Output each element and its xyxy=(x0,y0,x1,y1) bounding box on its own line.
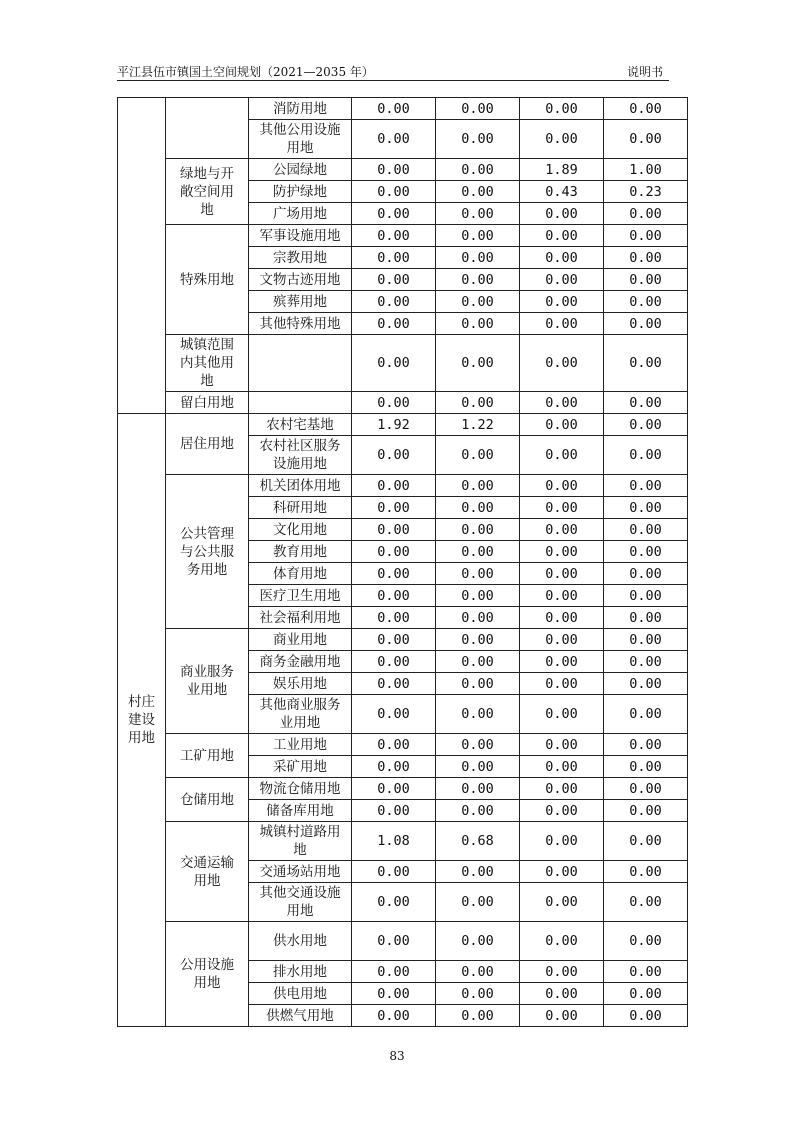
table-row xyxy=(118,475,688,497)
item-cell: 殡葬用地 xyxy=(249,291,352,313)
value-cell: 0.00 xyxy=(352,961,436,983)
item-cell: 科研用地 xyxy=(249,497,352,519)
item-cell: 其他交通设施用地 xyxy=(249,883,352,922)
value-cell: 0.00 xyxy=(352,269,436,291)
value-cell: 0.00 xyxy=(352,392,436,414)
value-cell: 0.00 xyxy=(352,247,436,269)
value-cell: 0.23 xyxy=(604,181,688,203)
value-cell: 0.00 xyxy=(520,673,604,695)
item-cell xyxy=(249,392,352,414)
value-cell: 0.00 xyxy=(520,98,604,120)
page-number: 83 xyxy=(389,1049,405,1063)
table-row xyxy=(118,629,688,651)
value-cell: 0.00 xyxy=(520,734,604,756)
table-row xyxy=(118,159,688,181)
value-cell: 0.00 xyxy=(352,335,436,392)
value-cell: 0.00 xyxy=(436,203,520,225)
value-cell: 0.00 xyxy=(352,922,436,961)
value-cell: 0.00 xyxy=(352,159,436,181)
subcategory-cell: 留白用地 xyxy=(166,392,249,414)
value-cell: 0.00 xyxy=(604,861,688,883)
item-cell: 文物古迹用地 xyxy=(249,269,352,291)
value-cell: 0.00 xyxy=(520,651,604,673)
value-cell: 0.00 xyxy=(352,98,436,120)
subcategory-cell: 居住用地 xyxy=(166,414,249,475)
value-cell: 0.00 xyxy=(352,629,436,651)
value-cell: 0.00 xyxy=(604,883,688,922)
value-cell: 0.00 xyxy=(436,159,520,181)
value-cell: 0.00 xyxy=(520,335,604,392)
value-cell: 0.00 xyxy=(436,563,520,585)
value-cell: 0.00 xyxy=(352,778,436,800)
item-cell: 供水用地 xyxy=(249,922,352,961)
value-cell: 0.00 xyxy=(436,497,520,519)
value-cell: 0.00 xyxy=(604,983,688,1005)
value-cell: 0.00 xyxy=(604,497,688,519)
value-cell: 0.00 xyxy=(520,563,604,585)
value-cell: 0.00 xyxy=(436,607,520,629)
item-cell: 采矿用地 xyxy=(249,756,352,778)
table-row xyxy=(118,335,688,392)
item-cell: 社会福利用地 xyxy=(249,607,352,629)
subcategory-cell: 绿地与开敞空间用地 xyxy=(166,159,249,225)
item-cell: 城镇村道路用地 xyxy=(249,822,352,861)
value-cell: 0.00 xyxy=(604,414,688,436)
value-cell: 0.00 xyxy=(520,120,604,159)
subcategory-cell: 特殊用地 xyxy=(166,225,249,335)
item-cell: 供燃气用地 xyxy=(249,1005,352,1027)
value-cell: 0.00 xyxy=(604,225,688,247)
value-cell: 0.00 xyxy=(436,436,520,475)
value-cell: 0.00 xyxy=(352,1005,436,1027)
value-cell: 0.00 xyxy=(604,961,688,983)
subcategory-cell: 交通运输用地 xyxy=(166,822,249,922)
header-title: 平江县伍市镇国土空间规划（2021—2035 年） xyxy=(117,65,374,79)
value-cell: 0.00 xyxy=(436,247,520,269)
value-cell: 0.00 xyxy=(352,541,436,563)
value-cell: 0.00 xyxy=(604,563,688,585)
item-cell: 机关团体用地 xyxy=(249,475,352,497)
value-cell: 0.00 xyxy=(352,497,436,519)
value-cell: 0.00 xyxy=(520,436,604,475)
value-cell: 0.00 xyxy=(436,313,520,335)
table-row xyxy=(118,778,688,800)
value-cell: 0.00 xyxy=(352,756,436,778)
value-cell: 0.00 xyxy=(520,225,604,247)
item-cell: 消防用地 xyxy=(249,98,352,120)
item-cell: 供电用地 xyxy=(249,983,352,1005)
value-cell: 0.00 xyxy=(604,335,688,392)
value-cell: 0.43 xyxy=(520,181,604,203)
value-cell: 0.00 xyxy=(436,961,520,983)
item-cell: 农村宅基地 xyxy=(249,414,352,436)
value-cell: 0.00 xyxy=(520,861,604,883)
value-cell: 1.08 xyxy=(352,822,436,861)
value-cell: 0.00 xyxy=(352,475,436,497)
item-cell: 排水用地 xyxy=(249,961,352,983)
value-cell: 0.00 xyxy=(520,800,604,822)
value-cell: 0.00 xyxy=(352,225,436,247)
value-cell: 0.00 xyxy=(520,497,604,519)
value-cell: 0.00 xyxy=(520,541,604,563)
land-use-table-body xyxy=(118,98,688,1027)
subcategory-cell: 公共管理与公共服务用地 xyxy=(166,475,249,629)
value-cell: 0.00 xyxy=(436,519,520,541)
value-cell: 0.00 xyxy=(520,961,604,983)
value-cell: 0.00 xyxy=(436,883,520,922)
item-cell: 商业用地 xyxy=(249,629,352,651)
value-cell: 0.00 xyxy=(604,269,688,291)
land-use-table xyxy=(117,97,688,1027)
value-cell: 0.00 xyxy=(436,335,520,392)
value-cell: 0.00 xyxy=(520,291,604,313)
header-divider xyxy=(117,80,669,81)
value-cell: 0.00 xyxy=(520,983,604,1005)
value-cell: 0.00 xyxy=(352,436,436,475)
value-cell: 0.00 xyxy=(436,800,520,822)
item-cell: 军事设施用地 xyxy=(249,225,352,247)
item-cell: 体育用地 xyxy=(249,563,352,585)
table-row xyxy=(118,392,688,414)
value-cell: 0.00 xyxy=(436,778,520,800)
value-cell: 0.00 xyxy=(436,585,520,607)
value-cell: 0.00 xyxy=(436,756,520,778)
category-cell: 村庄建设用地 xyxy=(118,414,166,1027)
value-cell: 0.00 xyxy=(604,822,688,861)
value-cell: 0.00 xyxy=(604,651,688,673)
value-cell: 0.00 xyxy=(352,563,436,585)
value-cell: 0.00 xyxy=(352,181,436,203)
value-cell: 0.00 xyxy=(604,519,688,541)
value-cell: 0.00 xyxy=(520,475,604,497)
value-cell: 0.00 xyxy=(436,541,520,563)
item-cell: 工业用地 xyxy=(249,734,352,756)
value-cell: 0.00 xyxy=(604,203,688,225)
value-cell: 0.00 xyxy=(352,695,436,734)
value-cell: 0.00 xyxy=(352,313,436,335)
value-cell: 0.00 xyxy=(352,203,436,225)
value-cell: 0.00 xyxy=(604,629,688,651)
subcategory-cell: 商业服务业用地 xyxy=(166,629,249,734)
value-cell: 0.00 xyxy=(520,585,604,607)
value-cell: 0.00 xyxy=(604,607,688,629)
value-cell: 0.00 xyxy=(604,778,688,800)
category-cell xyxy=(118,98,166,414)
value-cell: 0.00 xyxy=(604,436,688,475)
value-cell: 0.00 xyxy=(604,800,688,822)
table-row xyxy=(118,922,688,961)
item-cell: 医疗卫生用地 xyxy=(249,585,352,607)
value-cell: 0.00 xyxy=(436,392,520,414)
value-cell: 0.00 xyxy=(352,861,436,883)
value-cell: 0.00 xyxy=(436,983,520,1005)
item-cell: 宗教用地 xyxy=(249,247,352,269)
value-cell: 0.00 xyxy=(436,120,520,159)
value-cell: 0.00 xyxy=(604,475,688,497)
value-cell: 0.00 xyxy=(352,673,436,695)
value-cell: 0.00 xyxy=(520,922,604,961)
value-cell: 0.00 xyxy=(520,822,604,861)
subcategory-cell: 工矿用地 xyxy=(166,734,249,778)
value-cell: 0.00 xyxy=(352,607,436,629)
subcategory-cell xyxy=(166,98,249,159)
header-section: 说明书 xyxy=(626,65,663,79)
item-cell: 商务金融用地 xyxy=(249,651,352,673)
table-row xyxy=(118,98,688,120)
value-cell: 0.00 xyxy=(520,414,604,436)
item-cell: 其他公用设施用地 xyxy=(249,120,352,159)
value-cell: 0.00 xyxy=(352,983,436,1005)
value-cell: 0.00 xyxy=(352,291,436,313)
value-cell: 0.00 xyxy=(604,673,688,695)
value-cell: 0.00 xyxy=(520,695,604,734)
value-cell: 0.00 xyxy=(520,247,604,269)
item-cell: 其他特殊用地 xyxy=(249,313,352,335)
value-cell: 0.00 xyxy=(520,883,604,922)
value-cell: 0.00 xyxy=(436,225,520,247)
value-cell: 0.00 xyxy=(436,98,520,120)
value-cell: 0.00 xyxy=(436,651,520,673)
value-cell: 0.00 xyxy=(436,861,520,883)
value-cell: 0.00 xyxy=(604,1005,688,1027)
value-cell: 0.00 xyxy=(604,541,688,563)
value-cell: 0.00 xyxy=(352,651,436,673)
value-cell: 0.00 xyxy=(604,585,688,607)
table-row xyxy=(118,822,688,861)
value-cell: 0.00 xyxy=(520,203,604,225)
value-cell: 0.00 xyxy=(436,181,520,203)
value-cell: 1.89 xyxy=(520,159,604,181)
item-cell: 防护绿地 xyxy=(249,181,352,203)
value-cell: 1.22 xyxy=(436,414,520,436)
value-cell: 0.00 xyxy=(520,313,604,335)
value-cell: 0.00 xyxy=(604,392,688,414)
value-cell: 0.00 xyxy=(436,1005,520,1027)
value-cell: 0.00 xyxy=(520,269,604,291)
item-cell: 娱乐用地 xyxy=(249,673,352,695)
item-cell: 农村社区服务设施用地 xyxy=(249,436,352,475)
value-cell: 1.92 xyxy=(352,414,436,436)
item-cell: 教育用地 xyxy=(249,541,352,563)
value-cell: 0.00 xyxy=(352,120,436,159)
item-cell: 其他商业服务业用地 xyxy=(249,695,352,734)
item-cell: 交通场站用地 xyxy=(249,861,352,883)
value-cell: 0.00 xyxy=(604,98,688,120)
table-row xyxy=(118,414,688,436)
value-cell: 0.00 xyxy=(604,291,688,313)
item-cell: 公园绿地 xyxy=(249,159,352,181)
value-cell: 0.00 xyxy=(520,519,604,541)
item-cell: 物流仓储用地 xyxy=(249,778,352,800)
subcategory-cell: 城镇范围内其他用地 xyxy=(166,335,249,392)
value-cell: 0.00 xyxy=(352,519,436,541)
value-cell: 0.00 xyxy=(520,392,604,414)
item-cell xyxy=(249,335,352,392)
value-cell: 0.00 xyxy=(352,883,436,922)
item-cell: 储备库用地 xyxy=(249,800,352,822)
value-cell: 0.00 xyxy=(436,475,520,497)
table-row xyxy=(118,734,688,756)
value-cell: 0.00 xyxy=(436,695,520,734)
value-cell: 0.00 xyxy=(436,291,520,313)
value-cell: 0.00 xyxy=(352,734,436,756)
value-cell: 0.00 xyxy=(520,607,604,629)
value-cell: 0.00 xyxy=(604,120,688,159)
value-cell: 0.00 xyxy=(436,734,520,756)
subcategory-cell: 公用设施用地 xyxy=(166,922,249,1027)
value-cell: 1.00 xyxy=(604,159,688,181)
value-cell: 0.00 xyxy=(436,922,520,961)
value-cell: 0.00 xyxy=(436,673,520,695)
table-row xyxy=(118,225,688,247)
value-cell: 0.00 xyxy=(604,734,688,756)
value-cell: 0.00 xyxy=(520,778,604,800)
value-cell: 0.68 xyxy=(436,822,520,861)
value-cell: 0.00 xyxy=(604,756,688,778)
value-cell: 0.00 xyxy=(520,629,604,651)
value-cell: 0.00 xyxy=(436,269,520,291)
value-cell: 0.00 xyxy=(352,800,436,822)
value-cell: 0.00 xyxy=(352,585,436,607)
value-cell: 0.00 xyxy=(604,247,688,269)
value-cell: 0.00 xyxy=(604,922,688,961)
value-cell: 0.00 xyxy=(520,756,604,778)
value-cell: 0.00 xyxy=(520,1005,604,1027)
subcategory-cell: 仓储用地 xyxy=(166,778,249,822)
value-cell: 0.00 xyxy=(604,313,688,335)
item-cell: 文化用地 xyxy=(249,519,352,541)
item-cell: 广场用地 xyxy=(249,203,352,225)
value-cell: 0.00 xyxy=(604,695,688,734)
value-cell: 0.00 xyxy=(436,629,520,651)
